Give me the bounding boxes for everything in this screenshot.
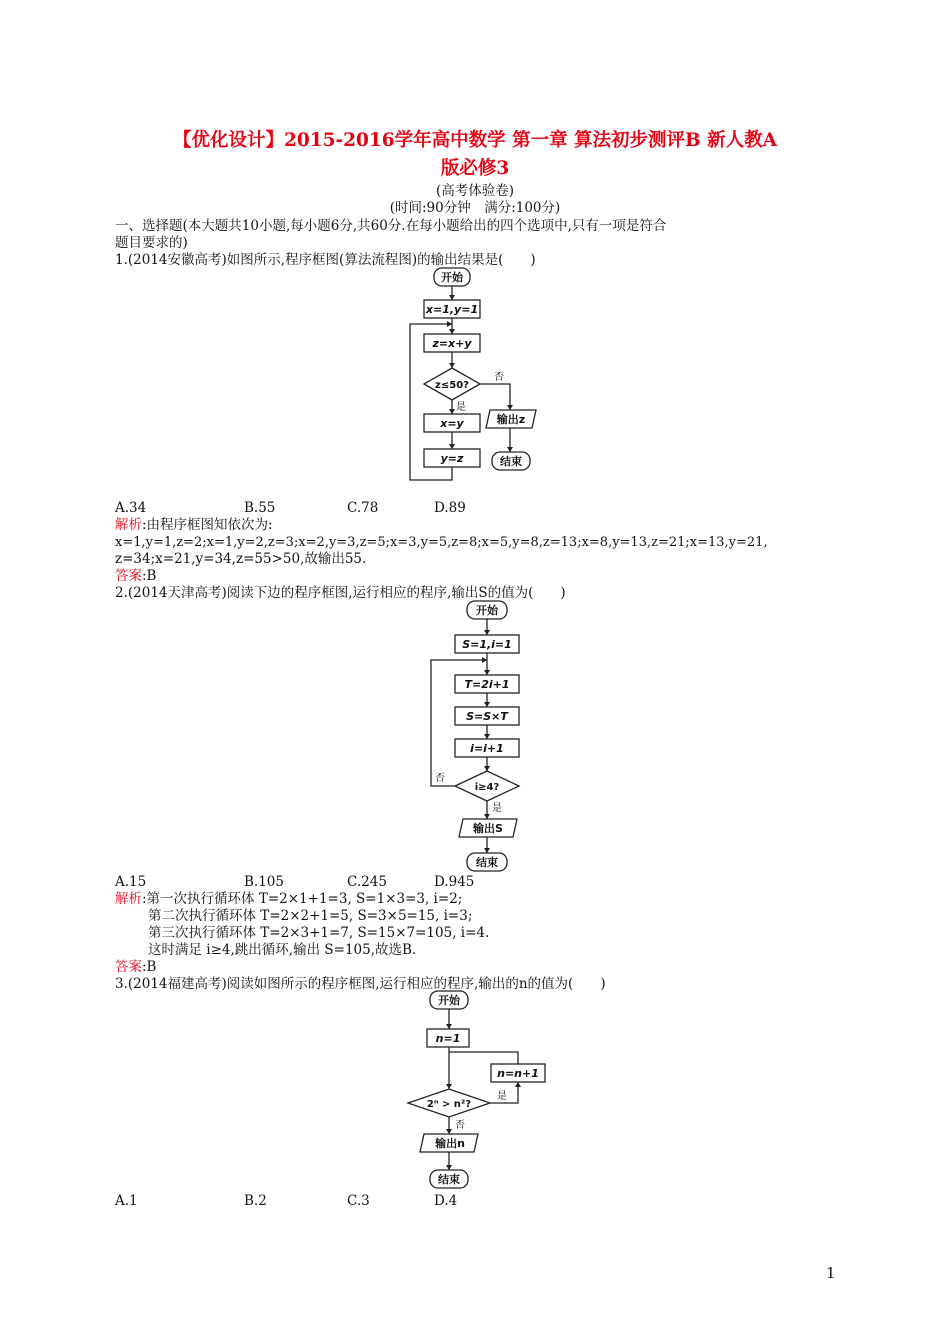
q3-no-label: 否 <box>455 1120 465 1131</box>
q1-answer-value: :B <box>142 568 157 584</box>
q2-flowchart <box>420 597 550 875</box>
q3-start-label: 开始 <box>438 994 460 1007</box>
q1-start-label: 开始 <box>441 271 463 284</box>
section-heading-line-2: 题目要求的) <box>115 235 188 251</box>
q1-analysis-text: :由程序框图知依次为: <box>142 517 273 533</box>
section-heading-line-1: 一、选择题(本大题共10小题,每小题6分,共60分.在每小题给出的四个选项中,只有一项是符合 <box>115 218 667 234</box>
q1-end-label: 结束 <box>500 455 522 468</box>
q1-answer-label: 答案 <box>115 568 142 584</box>
q1-z-label: z=x+y <box>432 337 472 350</box>
q3-flowchart <box>400 988 550 1194</box>
q3-end-label: 结束 <box>438 1173 460 1186</box>
q2-condition-label: i≥4? <box>474 782 500 793</box>
q2-t-label: T=2i+1 <box>464 678 510 691</box>
q2-analysis-line-4: 这时满足 i≥4,跳出循环,输出 S=105,故选B. <box>148 942 417 958</box>
q1-condition-label: z≤50? <box>435 380 469 391</box>
q2-s-label: S=S×T <box>466 710 508 723</box>
q2-analysis-text: :第一次执行循环体 T=2×1+1=3, S=1×3=3, i=2; <box>142 891 463 907</box>
q1-output-label: 输出z <box>496 413 526 426</box>
title-line-1: 【优化设计】2015-2016学年高中数学 第一章 算法初步测评B 新人教A <box>173 130 777 151</box>
q1-analysis-line-3: z=34;x=21,y=34,z=55>50,故输出55. <box>115 551 367 567</box>
q2-end-label: 结束 <box>476 856 498 869</box>
q2-option-a: A.15 <box>115 874 147 890</box>
q1-analysis-label: 解析 <box>115 517 142 533</box>
q1-option-d: D.89 <box>434 500 466 516</box>
q2-option-b: B.105 <box>244 874 284 890</box>
q2-option-d: D.945 <box>434 874 475 890</box>
q1-init-label: x=1,y=1 <box>425 303 479 316</box>
time-score: (时间:90分钟 满分:100分) <box>389 200 561 216</box>
q2-init-label: S=1,i=1 <box>462 638 512 651</box>
page-number: 1 <box>826 1264 836 1282</box>
q2-yes-label: 是 <box>492 803 502 814</box>
title-line-2: 版必修3 <box>440 158 510 179</box>
q2-analysis-line-2: 第二次执行循环体 T=2×2+1=5, S=3×5=15, i=3; <box>148 908 473 924</box>
q1-yz-label: y=z <box>440 452 464 465</box>
q3-inc-label: n=n+1 <box>497 1067 539 1080</box>
q1-flowchart <box>395 264 555 486</box>
q2-analysis-label: 解析 <box>115 891 142 907</box>
q1-yes-label: 是 <box>456 402 466 413</box>
q1-stem: 1.(2014安徽高考)如图所示,程序框图(算法流程图)的输出结果是( ) <box>115 252 536 268</box>
q3-condition-label: 2ⁿ > n²? <box>426 1099 472 1110</box>
q1-xy-label: x=y <box>440 417 464 430</box>
q3-option-c: C.3 <box>347 1193 370 1209</box>
q2-answer-label: 答案 <box>115 959 142 975</box>
q2-no-label: 否 <box>435 773 445 784</box>
q1-answer <box>115 568 156 585</box>
q2-option-c: C.245 <box>347 874 387 890</box>
q2-stem: 2.(2014天津高考)阅读下边的程序框图,运行相应的程序,输出S的值为( ) <box>115 585 566 601</box>
q3-output-label: 输出n <box>435 1137 465 1150</box>
q3-stem: 3.(2014福建高考)阅读如图所示的程序框图,运行相应的程序,输出的n的值为( ) <box>115 976 606 992</box>
q1-analysis-line-2: x=1,y=1,z=2;x=1,y=2,z=3;x=2,y=3,z=5;x=3,y=5,z=8;x=5,y=8,z=13;x=8,y=13,z=21;x=13,y=21, <box>115 535 768 550</box>
subtitle: (高考体验卷) <box>435 183 515 199</box>
q3-init-label: n=1 <box>435 1032 461 1045</box>
q3-option-a: A.1 <box>115 1193 138 1209</box>
q1-option-a: A.34 <box>115 500 147 516</box>
q1-no-label: 否 <box>494 372 504 383</box>
q1-option-c: C.78 <box>347 500 379 516</box>
q3-option-d: D.4 <box>434 1193 458 1209</box>
q2-output-label: 输出S <box>473 822 503 835</box>
q2-answer <box>115 959 156 976</box>
q2-analysis-line-3: 第三次执行循环体 T=2×3+1=7, S=15×7=105, i=4. <box>148 925 490 941</box>
q2-analysis-line-1 <box>115 891 462 908</box>
q2-answer-value: :B <box>142 959 157 975</box>
q2-i-label: i=i+1 <box>470 742 504 755</box>
q3-option-b: B.2 <box>244 1193 267 1209</box>
q1-analysis-line-1 <box>115 517 273 534</box>
q3-yes-label: 是 <box>497 1091 507 1102</box>
q2-start-label: 开始 <box>476 604 498 617</box>
q1-option-b: B.55 <box>244 500 276 516</box>
